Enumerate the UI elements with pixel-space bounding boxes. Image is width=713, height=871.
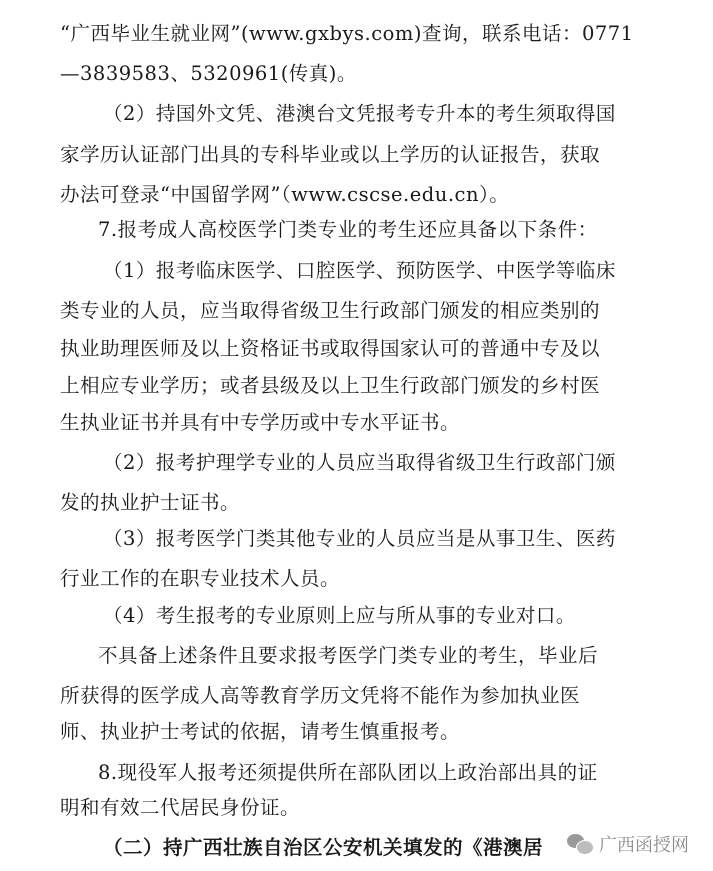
text-line-16: （4）考生报考的专业原则上应与所从事的专业对口。: [103, 604, 576, 627]
text-line-5: 办法可登录“中国留学网”（www.cscse.edu.cn）。: [60, 183, 510, 206]
wechat-icon: [567, 833, 593, 855]
text-line-6: 7.报考成人高校医学门类专业的考生还应具备以下条件：: [98, 218, 598, 241]
text-line-9: 执业助理医师及以上资格证书或取得国家认可的普通中专及以: [60, 337, 601, 360]
text-line-14: （3）报考医学门类其他专业的人员应当是从事卫生、医药: [103, 527, 616, 550]
text-line-12: （2）报考护理学专业的人员应当取得省级卫生行政部门颁: [103, 451, 616, 474]
text-line-8: 类专业的人员，应当取得省级卫生行政部门颁发的相应类别的: [60, 299, 601, 322]
watermark-text: 广西函授网: [599, 835, 689, 856]
text-line-2: —3839583、5320961(传真)。: [60, 62, 357, 85]
text-line-18: 所获得的医学成人高等教育学历文凭将不能作为参加执业医: [60, 684, 581, 707]
text-line-4: 家学历认证部门出具的专科毕业或以上学历的认证报告，获取: [60, 143, 601, 166]
watermark: [561, 829, 695, 859]
text-line-15: 行业工作的在职专业技术人员。: [60, 567, 341, 590]
text-line-19: 师、执业护士考试的依据，请考生慎重报考。: [60, 720, 461, 743]
text-line-21: 明和有效二代居民身份证。: [60, 796, 301, 819]
text-line-10: 上相应专业学历；或者县级及以上卫生行政部门颁发的乡村医: [60, 374, 601, 397]
text-line-3: （2）持国外文凭、港澳台文凭报考专升本的考生须取得国: [103, 102, 616, 125]
text-line-11: 生执业证书并具有中专学历或中专水平证书。: [60, 411, 461, 434]
text-line-7: （1）报考临床医学、口腔医学、预防医学、中医学等临床: [103, 259, 616, 282]
text-line-1: “广西毕业生就业网”(www.gxbys.com)查询，联系电话：0771: [60, 22, 634, 45]
text-line-13: 发的执业护士证书。: [60, 491, 241, 514]
section-heading: （二）持广西壮族自治区公安机关填发的《港澳居: [103, 836, 544, 859]
text-line-17: 不具备上述条件且要求报考医学门类专业的考生，毕业后: [98, 644, 599, 667]
text-line-20: 8.现役军人报考还须提供所在部队团以上政治部出具的证: [98, 761, 598, 784]
